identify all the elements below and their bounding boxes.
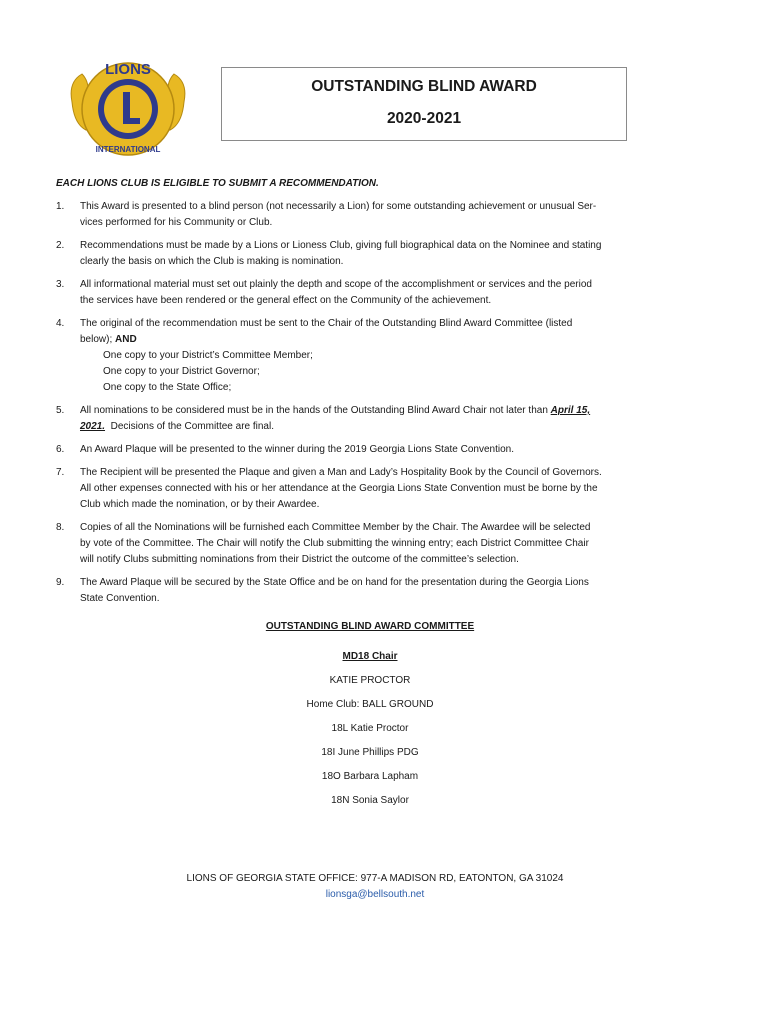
item-text: Club which made the nomination, or by their Awardee. bbox=[80, 499, 320, 510]
item-text: below); bbox=[80, 334, 113, 345]
item-text: All nominations to be considered must be in the hands of the Outstanding Blind Award Chair not later than bbox=[80, 405, 548, 416]
committee-member: 18I June Phillips PDG bbox=[321, 747, 419, 758]
award-year: 2020-2021 bbox=[386, 110, 462, 127]
item-text: The original of the recommendation must be sent to the Chair of the Outstanding Blind Award Committee (listed bbox=[80, 318, 573, 329]
list-item bbox=[56, 238, 690, 270]
copy-line: One copy to your District Governor; bbox=[103, 366, 260, 377]
item-text: Decisions of the Committee are final. bbox=[110, 421, 274, 432]
footer bbox=[0, 871, 750, 903]
item-text: The Award Plaque will be secured by the State Office and be on hand for the presentation during the Georgia Lions bbox=[80, 577, 589, 588]
committee-member: 18O Barbara Lapham bbox=[321, 771, 419, 782]
item-text: All informational material must set out plainly the depth and scope of the accomplishment or services and the period bbox=[80, 279, 592, 290]
logo-top-text: LIONS bbox=[105, 61, 151, 78]
list-item bbox=[56, 442, 690, 458]
item-text: State Convention. bbox=[80, 593, 160, 604]
item-number: 1. bbox=[56, 201, 65, 212]
committee-heading: OUTSTANDING BLIND AWARD COMMITTEE bbox=[265, 621, 475, 632]
committee-section bbox=[0, 619, 740, 817]
item-text: clearly the basis on which the Club is making is nomination. bbox=[80, 256, 344, 267]
page-title: OUTSTANDING BLIND AWARD bbox=[311, 78, 537, 95]
list-item bbox=[56, 403, 690, 435]
list-item bbox=[56, 465, 690, 513]
list-item bbox=[56, 199, 690, 231]
logo-bottom-text: INTERNATIONAL bbox=[95, 145, 161, 154]
item-number: 7. bbox=[56, 467, 65, 478]
item-number: 5. bbox=[56, 405, 65, 416]
item-number: 6. bbox=[56, 444, 65, 455]
list-item bbox=[56, 575, 690, 607]
item-text: by vote of the Committee. The Chair will notify the Club submitting the winning entry; each District Committee Chair bbox=[80, 538, 589, 549]
lions-international-logo bbox=[66, 52, 190, 166]
list-item bbox=[56, 277, 690, 309]
item-number: 9. bbox=[56, 577, 65, 588]
item-number: 4. bbox=[56, 318, 65, 329]
item-text: This Award is presented to a blind person (not necessarily a Lion) for some outstanding achievement or unusual Ser- bbox=[80, 201, 597, 212]
item-text: The Recipient will be presented the Plaque and given a Man and Lady’s Hospitality Book by the Council of Governors. bbox=[80, 467, 602, 478]
and-label: AND bbox=[115, 334, 137, 345]
item-text: Copies of all the Nominations will be furnished each Committee Member by the Chair. The Awardee will be selected bbox=[80, 522, 591, 533]
eligibility-note: EACH LIONS CLUB IS ELIGIBLE TO SUBMIT A RECOMMENDATION. bbox=[56, 178, 379, 189]
item-text: An Award Plaque will be presented to the winner during the 2019 Georgia Lions State Convention. bbox=[80, 444, 514, 455]
deadline-year: 2021. bbox=[80, 421, 106, 432]
chair-heading: MD18 Chair bbox=[342, 651, 398, 662]
contact-email-link[interactable]: lionsga@bellsouth.net bbox=[325, 889, 425, 900]
item-text: the services have been rendered or the general effect on the Community of the achievement. bbox=[80, 295, 492, 306]
list-item bbox=[56, 316, 690, 396]
rules-list bbox=[56, 199, 690, 614]
item-number: 8. bbox=[56, 522, 65, 533]
item-text: Recommendations must be made by a Lions or Lioness Club, giving full biographical data on the Nominee and stating bbox=[80, 240, 602, 251]
deadline-date: April 15, bbox=[550, 405, 591, 416]
title-box bbox=[221, 67, 627, 141]
copy-line: One copy to your District’s Committee Member; bbox=[103, 350, 313, 361]
committee-member: 18L Katie Proctor bbox=[331, 723, 409, 734]
item-text: vices performed for his Community or Club. bbox=[80, 217, 273, 228]
item-text: All other expenses connected with his or her attendance at the Georgia Lions State Convention must be borne by the bbox=[80, 483, 598, 494]
chair-name: KATIE PROCTOR bbox=[329, 675, 411, 686]
item-number: 3. bbox=[56, 279, 65, 290]
item-number: 2. bbox=[56, 240, 65, 251]
committee-member: 18N Sonia Saylor bbox=[331, 795, 409, 806]
item-text: will notify Clubs submitting nominations from their District the outcome of the committee’s selection. bbox=[80, 554, 519, 565]
home-club: Home Club: BALL GROUND bbox=[306, 699, 434, 710]
copy-line: One copy to the State Office; bbox=[103, 382, 232, 393]
state-office-address: LIONS OF GEORGIA STATE OFFICE: 977-A MADISON RD, EATONTON, GA 31024 bbox=[186, 873, 564, 884]
list-item bbox=[56, 520, 690, 568]
